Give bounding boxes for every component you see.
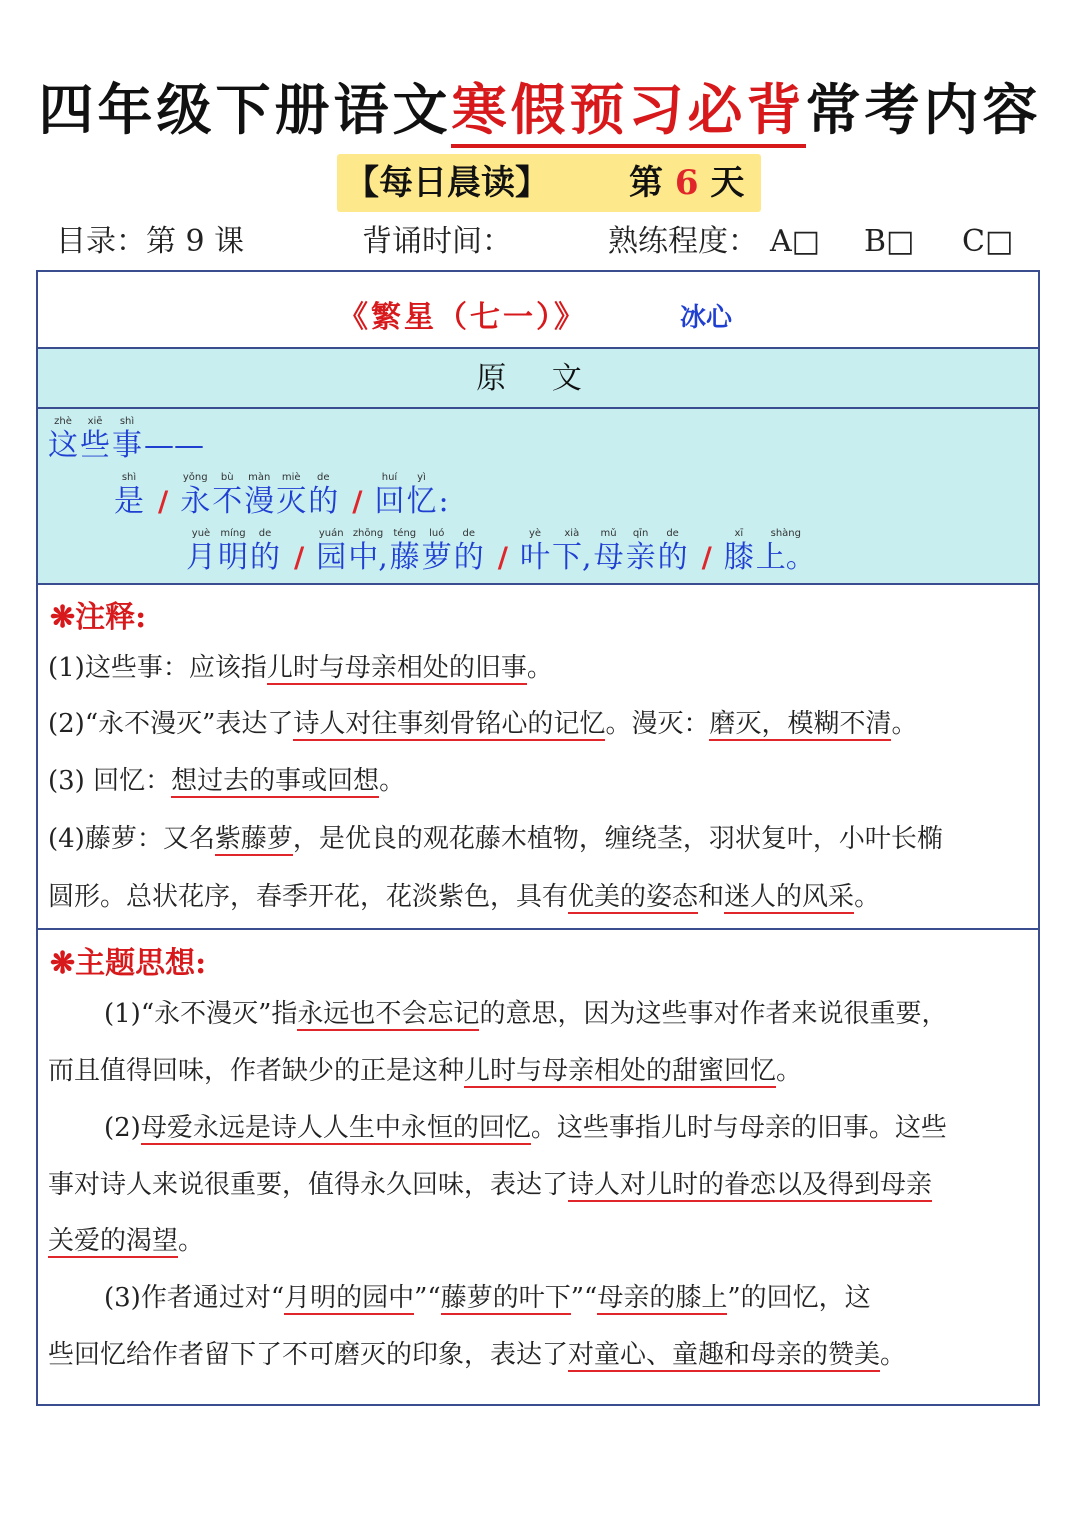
day-suffix: 天 xyxy=(710,163,745,203)
hanzi: 月 xyxy=(186,540,216,575)
pinyin: de xyxy=(316,472,330,483)
content-frame xyxy=(36,270,1040,1406)
underlined-phrase: 紫藤萝 xyxy=(214,824,293,854)
poem-char xyxy=(626,527,656,576)
hanzi: 下, xyxy=(552,540,592,575)
poem-char xyxy=(48,415,78,464)
theme-line xyxy=(104,994,947,1034)
notes-line xyxy=(48,819,943,859)
hanzi: 的 xyxy=(657,540,688,575)
poem-char xyxy=(390,527,420,576)
poem-char xyxy=(144,415,204,464)
text-segment: 的意思，因为这些事对作者来说很重要， xyxy=(479,999,948,1029)
poem-body xyxy=(38,409,1038,583)
notes-line xyxy=(48,761,405,801)
hanzi: 母 xyxy=(593,540,624,575)
text-segment: 。 xyxy=(891,709,918,739)
text-segment: 。 xyxy=(854,882,881,912)
pinyin: luó xyxy=(429,528,445,539)
poem-char xyxy=(406,471,436,520)
divider xyxy=(38,583,1038,585)
underlined-phrase: 对童心、童趣和母亲的赞美 xyxy=(568,1340,881,1370)
pinyin: yǒng xyxy=(182,472,208,483)
original-text-heading: 原 文 xyxy=(38,349,1038,408)
pinyin xyxy=(144,415,204,428)
hanzi: 上。 xyxy=(755,540,816,575)
text-segment: (3) 回忆： xyxy=(48,766,172,796)
hanzi: 是 xyxy=(114,484,144,519)
underlined-phrase: 关爱的渴望 xyxy=(48,1226,179,1256)
text-segment: ，是优良的观花藤木植物，缠绕茎，羽状复叶，小叶长椭 xyxy=(292,824,943,854)
underlined-phrase: 诗人对儿时的眷恋以及得到母亲 xyxy=(568,1170,933,1200)
poem-char xyxy=(186,527,216,576)
text-segment: 。漫灭： xyxy=(605,709,710,739)
underlined-phrase: 迷人的风采 xyxy=(724,882,855,912)
hanzi: 这 xyxy=(48,428,78,463)
pinyin: bù xyxy=(220,472,234,483)
title-part1: 四年级下册语文 xyxy=(38,77,452,142)
poem-char xyxy=(438,471,448,520)
text-segment: (3)作者通过对“ xyxy=(104,1283,285,1313)
poem-char xyxy=(112,415,142,464)
hanzi: 的 xyxy=(308,484,339,519)
underlined-phrase: 藤萝的叶下 xyxy=(440,1283,571,1313)
underlined-phrase: 诗人对往事刻骨铭心的记忆 xyxy=(293,709,606,739)
poem-author: 冰心 xyxy=(680,303,733,333)
text-segment: (2)“永不漫灭”表达了 xyxy=(48,709,294,739)
poem-title: 《繁星（七一）》 xyxy=(338,300,587,335)
pinyin: mǔ xyxy=(600,528,617,539)
pinyin: xià xyxy=(564,528,580,539)
hanzi: 不 xyxy=(212,484,243,519)
text-segment: 。 xyxy=(526,653,553,683)
theme-line xyxy=(48,1335,906,1375)
underlined-phrase: 永远也不会忘记 xyxy=(297,999,480,1029)
poem-char xyxy=(80,415,110,464)
hanzi: 中, xyxy=(348,540,388,575)
notes-line xyxy=(48,704,917,744)
pinyin: yuán xyxy=(318,528,344,539)
poem-line-1 xyxy=(48,415,206,469)
page-title xyxy=(0,66,1080,145)
poem-char xyxy=(374,471,404,520)
text-segment: 。 xyxy=(379,766,406,796)
poem-char xyxy=(218,527,248,576)
proficiency-option-c[interactable]: C□ xyxy=(962,224,1014,259)
pinyin: de xyxy=(666,528,679,539)
poem-char xyxy=(250,527,280,576)
pinyin: shì xyxy=(119,416,135,427)
hanzi: 永 xyxy=(180,484,211,519)
underlined-phrase: 想过去的事或回想 xyxy=(171,766,380,796)
daily-badge xyxy=(337,154,761,212)
poem-char xyxy=(756,527,816,576)
pause-mark: / xyxy=(158,485,169,518)
pinyin: yì xyxy=(417,472,426,483)
notes-line xyxy=(48,877,880,917)
theme-line xyxy=(48,1221,204,1261)
day-number: 6 xyxy=(674,163,699,203)
divider xyxy=(38,928,1038,930)
hanzi: 忆 xyxy=(406,484,437,519)
recite-time-label: 背诵时间： xyxy=(362,224,512,259)
pinyin: xiē xyxy=(87,416,103,427)
notes-line xyxy=(48,648,553,688)
underlined-phrase: 优美的姿态 xyxy=(568,882,699,912)
poem-char xyxy=(520,527,550,576)
pinyin: yuè xyxy=(191,528,211,539)
hanzi: : xyxy=(438,484,449,519)
hanzi: 叶 xyxy=(520,540,551,575)
poem-char xyxy=(348,527,388,576)
theme-line xyxy=(48,1165,932,1205)
pinyin: de xyxy=(462,528,476,539)
text-segment: ”“ xyxy=(414,1283,441,1313)
underlined-phrase: 磨灭，模糊不清 xyxy=(709,709,892,739)
hanzi: 园 xyxy=(316,540,347,575)
pinyin: qīn xyxy=(632,528,649,539)
pause-mark: / xyxy=(497,541,509,574)
theme-line xyxy=(48,1051,802,1091)
proficiency-option-b[interactable]: B□ xyxy=(864,224,915,259)
hanzi: 些 xyxy=(80,428,110,463)
text-segment: ”的回忆，这 xyxy=(727,1283,871,1313)
pinyin: míng xyxy=(220,528,246,539)
underlined-phrase: 母亲的膝上 xyxy=(597,1283,728,1313)
poem-char xyxy=(724,527,754,576)
proficiency-label: 熟练程度： xyxy=(608,224,758,259)
pinyin: màn xyxy=(248,472,271,483)
hanzi: 藤 xyxy=(389,540,420,575)
pause-mark: / xyxy=(701,541,712,574)
day-counter xyxy=(629,154,744,212)
hanzi: 萝 xyxy=(421,540,452,575)
pinyin: téng xyxy=(393,528,417,539)
poem-char xyxy=(422,527,452,576)
pinyin xyxy=(438,471,448,484)
pinyin: shì xyxy=(121,472,137,483)
hanzi: 的 xyxy=(453,540,484,575)
text-segment: 和 xyxy=(698,882,725,912)
text-segment: ”“ xyxy=(570,1283,598,1313)
text-segment: (1)这些事：应该指 xyxy=(48,653,267,683)
title-part2: 常考内容 xyxy=(805,77,1042,142)
pinyin: zhè xyxy=(54,416,72,427)
poem-char xyxy=(180,471,210,520)
hanzi: —— xyxy=(144,428,204,463)
pinyin: xī xyxy=(734,528,744,539)
poem-title-row xyxy=(38,298,1038,338)
poem-line-3 xyxy=(186,527,818,581)
text-segment: 。 xyxy=(880,1340,907,1370)
text-segment: 。 xyxy=(776,1056,803,1086)
pause-mark: / xyxy=(352,485,363,518)
hanzi: 回 xyxy=(374,484,405,519)
pinyin: huí xyxy=(381,472,398,483)
lesson-label: 目录：第 9 课 xyxy=(56,224,245,259)
pinyin: de xyxy=(258,528,272,539)
poem-char xyxy=(114,471,144,520)
poem-char xyxy=(308,471,338,520)
underlined-phrase: 儿时与母亲相处的旧事 xyxy=(266,653,527,683)
underlined-phrase: 母爱永远是诗人人生中永恒的回忆 xyxy=(140,1113,531,1143)
poem-char xyxy=(244,471,274,520)
poem-char xyxy=(276,471,306,520)
poem-char xyxy=(316,527,346,576)
text-segment: 而且值得回味，作者缺少的正是这种 xyxy=(48,1056,465,1086)
poem-char xyxy=(212,471,242,520)
theme-line xyxy=(104,1278,871,1318)
day-prefix: 第 xyxy=(629,163,663,203)
text-segment: 。这些事指儿时与母亲的旧事。这些 xyxy=(530,1113,947,1143)
pinyin: miè xyxy=(281,472,301,483)
title-highlight: 寒假预习必背 xyxy=(451,77,805,148)
poem-char xyxy=(454,527,484,576)
proficiency-option-a[interactable]: A□ xyxy=(770,224,821,259)
text-segment: (1)“永不漫灭”指 xyxy=(104,999,298,1029)
pinyin: shàng xyxy=(770,528,801,539)
hanzi: 膝 xyxy=(723,540,754,575)
daily-label: 【每日晨读】 xyxy=(345,163,549,203)
hanzi: 事 xyxy=(112,428,142,463)
hanzi: 的 xyxy=(250,540,280,575)
hanzi: 灭 xyxy=(276,484,307,519)
text-segment: (4)藤萝：又名 xyxy=(48,824,215,854)
text-segment: 。 xyxy=(178,1226,205,1256)
theme-line xyxy=(104,1108,947,1148)
theme-heading: ❋主题思想: xyxy=(50,946,207,981)
underlined-phrase: 月明的园中 xyxy=(284,1283,415,1313)
poem-line-2 xyxy=(114,471,451,525)
hanzi: 亲 xyxy=(625,540,656,575)
poem-char xyxy=(552,527,592,576)
poem-char xyxy=(658,527,688,576)
text-segment: 事对诗人来说很重要，值得永久回味，表达了 xyxy=(48,1170,569,1200)
underlined-phrase: 儿时与母亲相处的甜蜜回忆 xyxy=(464,1056,777,1086)
text-segment: (2) xyxy=(104,1113,141,1143)
text-segment: 些回忆给作者留下了不可磨灭的印象，表达了 xyxy=(48,1340,569,1370)
text-segment: 圆形。总状花序，春季开花，花淡紫色，具有 xyxy=(48,882,569,912)
hanzi: 明 xyxy=(218,540,248,575)
poem-char xyxy=(594,527,624,576)
hanzi: 漫 xyxy=(244,484,275,519)
pause-mark: / xyxy=(294,541,305,574)
pinyin: yè xyxy=(528,528,542,539)
notes-heading: ❋注释: xyxy=(50,600,147,635)
pinyin: zhōng xyxy=(352,528,384,539)
